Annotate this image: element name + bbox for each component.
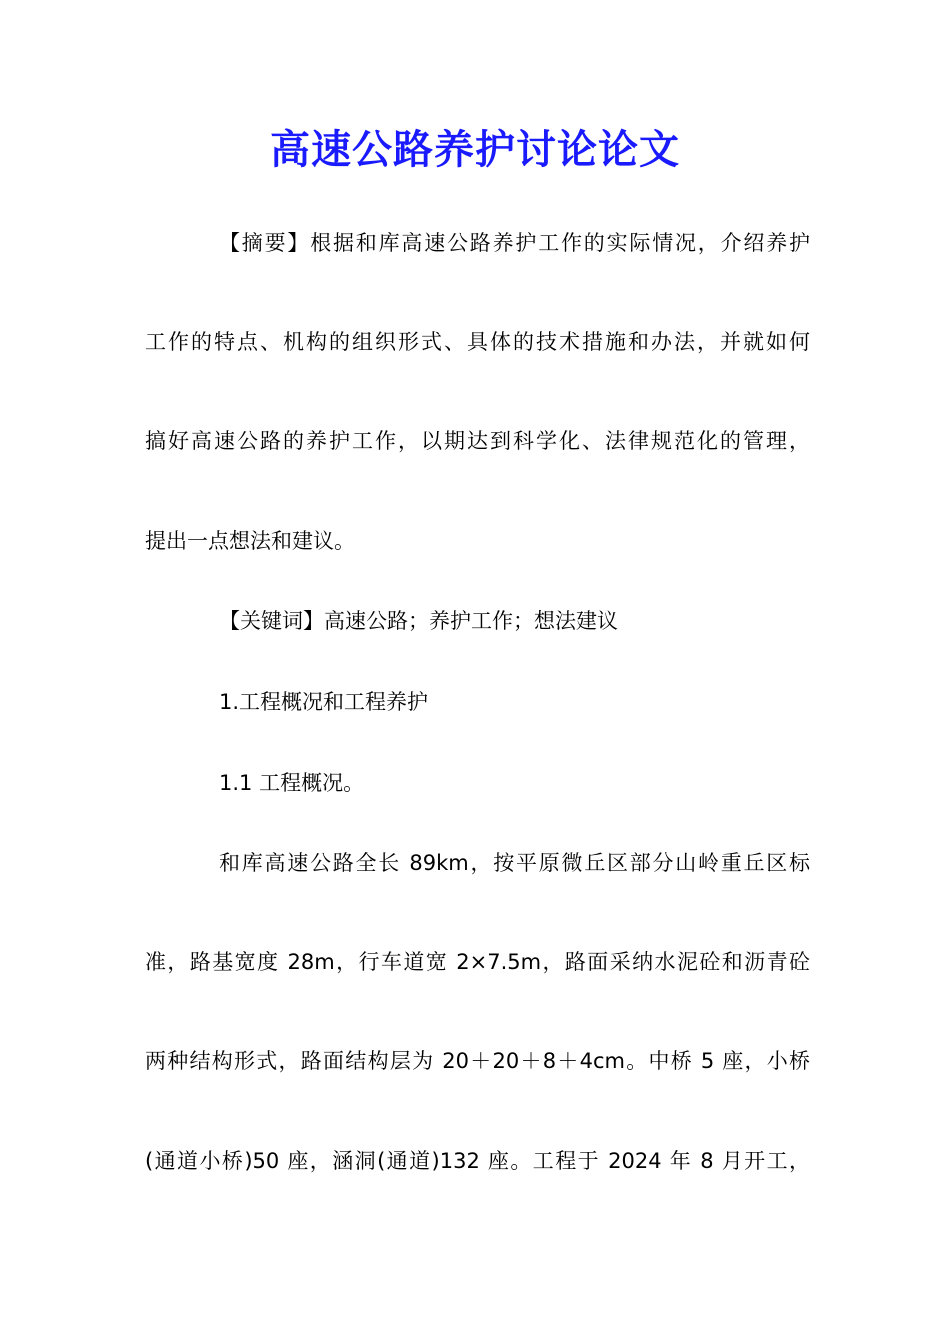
abstract-line-1: 【摘要】根据和库高速公路养护工作的实际情况，介绍养护 <box>219 231 810 255</box>
keywords-line: 【关键词】高速公路；养护工作；想法建议 <box>219 609 618 633</box>
section-heading-1-1: 1.1 工程概况。 <box>219 771 365 795</box>
body-line-2: 准，路基宽度 28m，行车道宽 2×7.5m，路面采纳水泥砼和沥青砼 <box>145 950 810 974</box>
abstract-line-4: 提出一点想法和建议。 <box>145 529 355 553</box>
abstract-line-2: 工作的特点、机构的组织形式、具体的技术措施和办法，并就如何 <box>145 330 810 354</box>
abstract-line-3: 搞好高速公路的养护工作，以期达到科学化、法律规范化的管理， <box>145 429 810 453</box>
section-heading-1: 1.工程概况和工程养护 <box>219 690 429 714</box>
body-line-3: 两种结构形式，路面结构层为 20＋20＋8＋4cm。中桥 5 座，小桥 <box>145 1049 810 1073</box>
body-line-1: 和库高速公路全长 89km，按平原微丘区部分山岭重丘区标 <box>219 851 810 875</box>
body-line-4: (通道小桥)50 座，涵洞(通道)132 座。工程于 2024 年 8 月开工， <box>145 1149 810 1173</box>
document-title: 高速公路养护讨论论文 <box>270 126 680 173</box>
